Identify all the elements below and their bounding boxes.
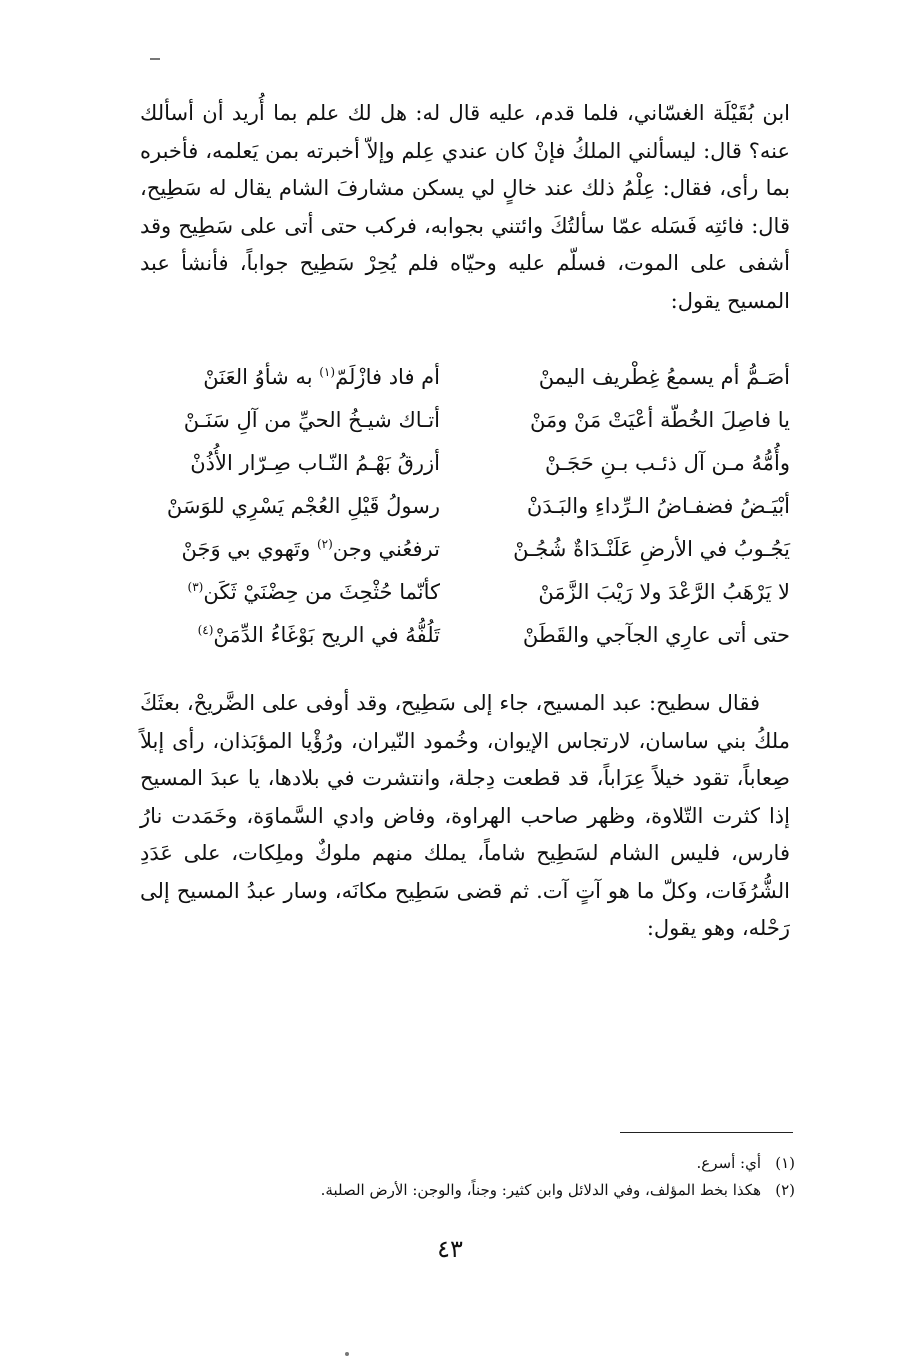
scan-speck [150, 58, 160, 60]
hemistich-text: تَلُفُّهُ في الريح بَوْغَاءُ الدِّمَنْ [213, 622, 440, 647]
verse-first-hemistich: وأُمُّهُ مـن آل ذئـب بـنِ حَجَـنْ [545, 450, 790, 475]
footnote [140, 1150, 795, 1177]
verse-second-hemistich [140, 451, 440, 475]
verse-second-hemistich [140, 408, 440, 432]
footnote-divider [620, 1132, 793, 1133]
poem [140, 355, 790, 656]
poem-verse [140, 484, 790, 527]
hemistich-text: ترفعُني وجن [332, 536, 440, 561]
poem-verse [140, 613, 790, 656]
footnote-marker: (٤) [197, 622, 214, 637]
poem-verse [140, 570, 790, 613]
poem-verse [140, 441, 790, 484]
intro-paragraph: ابن بُقَيْلَة الغسّاني، فلما قدم، عليه قال له: هل لك علم بما أُريد أن أسألك عنه؟ قال: ليسألني الملكُ فإنْ كان عندي عِلم وإلاّ أخبرته بمن يَعلمه، فأخبره بما رأى، فقال: عِلْمُ ذلك عند خالٍ لي يسكن مشارفَ الشام يقال له سَطِيح، قال: فائتِه فَسَله عمّا سألتُكَ وائتني بجوابه، فركب حتى أتى على سَطِيح وقد أشفى على الموت، فسلّم عليه وحيّاه فلم يُحِرْ سَطِيح جواباً، فأنشأ عبد المسيح يقول: [140, 101, 790, 313]
poem-verse [140, 527, 790, 570]
hemistich-text: أتـاك شيـخُ الحيِّ من آلِ سَنَـنْ [183, 407, 440, 432]
verse-second-hemistich [140, 580, 440, 604]
verse-second-hemistich [140, 623, 440, 647]
scan-speck [345, 1352, 349, 1356]
verse-second-hemistich [140, 365, 440, 389]
footnote-number: (٢) [775, 1181, 795, 1199]
verse-first-hemistich: أصَـمُّ أم يسمعُ غِطْريف اليمنْ [538, 364, 790, 389]
hemistich-text-end: به شأوُ العَنَنْ [203, 364, 320, 389]
verse-first-hemistich: أبْيَـضُ فضفـاضُ الـرِّداءِ والبَـدَنْ [526, 493, 790, 518]
hemistich-text-end: وتَهوي بي وَجَنْ [181, 536, 317, 561]
hemistich-text: أزرقُ بَهْـمُ النّـاب صِـرّار الأُذُنْ [190, 450, 440, 475]
verse-second-hemistich [140, 494, 440, 518]
footnote-text: أي: أسرع. [696, 1154, 761, 1172]
hemistich-text: أم فاد فازْلَمّ [335, 364, 440, 389]
verse-first-hemistich: لا يَرْهَبُ الرَّعْدَ ولا رَيْبَ الزَّمَنْ [538, 579, 790, 604]
footnote-text: هكذا بخط المؤلف، وفي الدلائل وابن كثير: وجناً، والوجن: الأرض الصلبة. [320, 1181, 761, 1199]
hemistich-text: رسولُ قَيْلِ العُجْم يَسْرِي للوَسَنْ [166, 493, 440, 518]
footnote-number: (١) [775, 1154, 795, 1172]
verse-first-hemistich: يَجُـوبُ في الأرضِ عَلَنْـدَاةٌ شُجُـنْ [513, 536, 790, 561]
footnote-marker: (٢) [316, 536, 333, 551]
footnote [140, 1177, 795, 1204]
footnote-marker: (١) [319, 364, 336, 379]
hemistich-text: كأنّما حُثْحِثَ من حِضْنَيْ ثَكَن [203, 579, 440, 604]
verse-first-hemistich: يا فاصِلَ الخُطّة أعْيَتْ مَنْ ومَنْ [530, 407, 790, 432]
verse-second-hemistich [140, 537, 440, 561]
poem-verse [140, 398, 790, 441]
satih-reply-paragraph: فقال سطيح: عبد المسيح، جاء إلى سَطِيح، وقد أوفى على الضَّريحْ، بعثَكَ ملكُ بني ساسان، لارتجاس الإيوان، وخُمود النّيران، ورُؤْيا المؤبَذان، رأى إبلاً صِعاباً، تقود خيلاً عِرَاباً، قد قطعت دِجلة، وانتشرت في بلادها، يا عبدَ المسيح إذا كثرت التّلاوة، وظهر صاحب الهراوة، وفاض وادي السَّماوَة، وخَمَدت نارُ فارس، فليس الشام لسَطِيح شاماً، يملك منهم ملوكٌ وملِكات، على عَدَدِ الشُّرُفَات، وكلّ ما هو آتٍ آت. ثم قضى سَطِيح مكانَه، وسار عبدُ المسيح إلى رَحْله، وهو يقول: [140, 691, 790, 940]
page-number: ٤٣ [437, 1235, 463, 1263]
footnotes [140, 1150, 795, 1204]
verse-first-hemistich: حتى أتى عارِي الجآجي والقَطَنْ [522, 622, 790, 647]
poem-verse [140, 355, 790, 398]
footnote-marker: (٣) [187, 579, 204, 594]
